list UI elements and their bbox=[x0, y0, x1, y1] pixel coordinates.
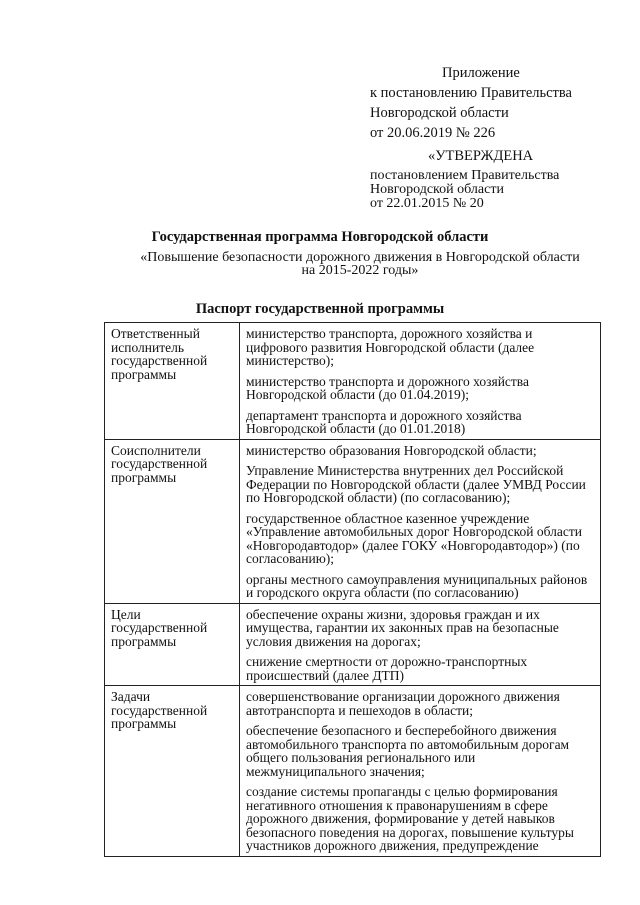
table-row bbox=[105, 686, 601, 857]
passport-title: Паспорт государственной программы bbox=[195, 301, 445, 317]
row-content bbox=[240, 603, 601, 686]
appendix-title: Приложение bbox=[442, 65, 520, 81]
content-entry: обеспечение охраны жизни, здоровья граждан и их имущества, гарантии их законных прав на безопасные условия движения на дорогах; bbox=[246, 606, 559, 649]
content-entry: Управление Министерства внутренних дел Российской Федерации по Новгородской области (далее УМВД России по Новгородской области) (по согласованию); bbox=[246, 463, 586, 505]
approved-title: «УТВЕРЖДЕНА bbox=[428, 148, 534, 164]
program-title: Государственная программа Новгородской области bbox=[151, 229, 489, 245]
content-entry: департамент транспорта и дорожного хозяйства Новгородской области (до 01.01.2018) bbox=[246, 407, 522, 436]
appendix-block bbox=[370, 63, 620, 143]
content-entry: обеспечение безопасного и бесперебойного движения автомобильного транспорта по автомобильным дорогам общего пользования регионального или межмуниципального значения; bbox=[246, 723, 570, 779]
appendix-line: от 20.06.2019 № 226 bbox=[370, 125, 496, 141]
content-entry: создание системы пропаганды с целью формирования негативного отношения к правонарушениям в сфере дорожного движения, формирование у детей навыков безопасного поведения на дорогах, повышение культуры участников дорожного движения, предупреждение bbox=[246, 784, 574, 853]
content-entry: снижение смертности от дорожно-транспортных происшествий (далее ДТП) bbox=[246, 654, 528, 683]
row-label: Задачи государственной программы bbox=[105, 686, 240, 857]
row-content bbox=[240, 686, 601, 857]
table-row bbox=[105, 323, 601, 440]
table-row bbox=[105, 439, 601, 603]
content-entry: государственное областное казенное учреждение «Управление автомобильных дорог Новгородской области «Новгородавтодор» (далее ГОКУ «Новгородавтодор») (по согласованию); bbox=[246, 510, 582, 566]
content-entry: министерство транспорта, дорожного хозяйства и цифрового развития Новгородской области (далее министерство); bbox=[246, 326, 535, 368]
passport-table bbox=[104, 322, 601, 857]
content-entry: органы местного самоуправления муниципальных районов и городского округа области (по согласованию) bbox=[246, 571, 588, 600]
program-subtitle-line: «Повышение безопасности дорожного движения в Новгородской области bbox=[140, 250, 580, 265]
approved-line: Новгородской области bbox=[370, 182, 504, 197]
content-entry: совершенствование организации дорожного движения автотранспорта и пешеходов в области; bbox=[246, 689, 560, 718]
program-subtitle bbox=[110, 251, 610, 277]
content-entry: министерство транспорта и дорожного хозяйства Новгородской области (до 01.04.2019); bbox=[246, 373, 529, 402]
table-row bbox=[105, 603, 601, 686]
approved-block bbox=[370, 147, 620, 211]
appendix-line: Новгородской области bbox=[370, 105, 509, 121]
row-label: Соисполнители государственной программы bbox=[105, 439, 240, 603]
row-content bbox=[240, 439, 601, 603]
content-entry: министерство образования Новгородской области; bbox=[246, 442, 537, 458]
program-subtitle-line: на 2015-2022 годы» bbox=[301, 263, 419, 278]
approved-line: постановлением Правительства bbox=[370, 168, 560, 183]
approved-line: от 22.01.2015 № 20 bbox=[370, 196, 484, 211]
row-label: Цели государственной программы bbox=[105, 603, 240, 686]
appendix-line: к постановлению Правительства bbox=[370, 85, 572, 101]
row-label: Ответственный исполнитель государственной программы bbox=[105, 323, 240, 440]
row-content bbox=[240, 323, 601, 440]
